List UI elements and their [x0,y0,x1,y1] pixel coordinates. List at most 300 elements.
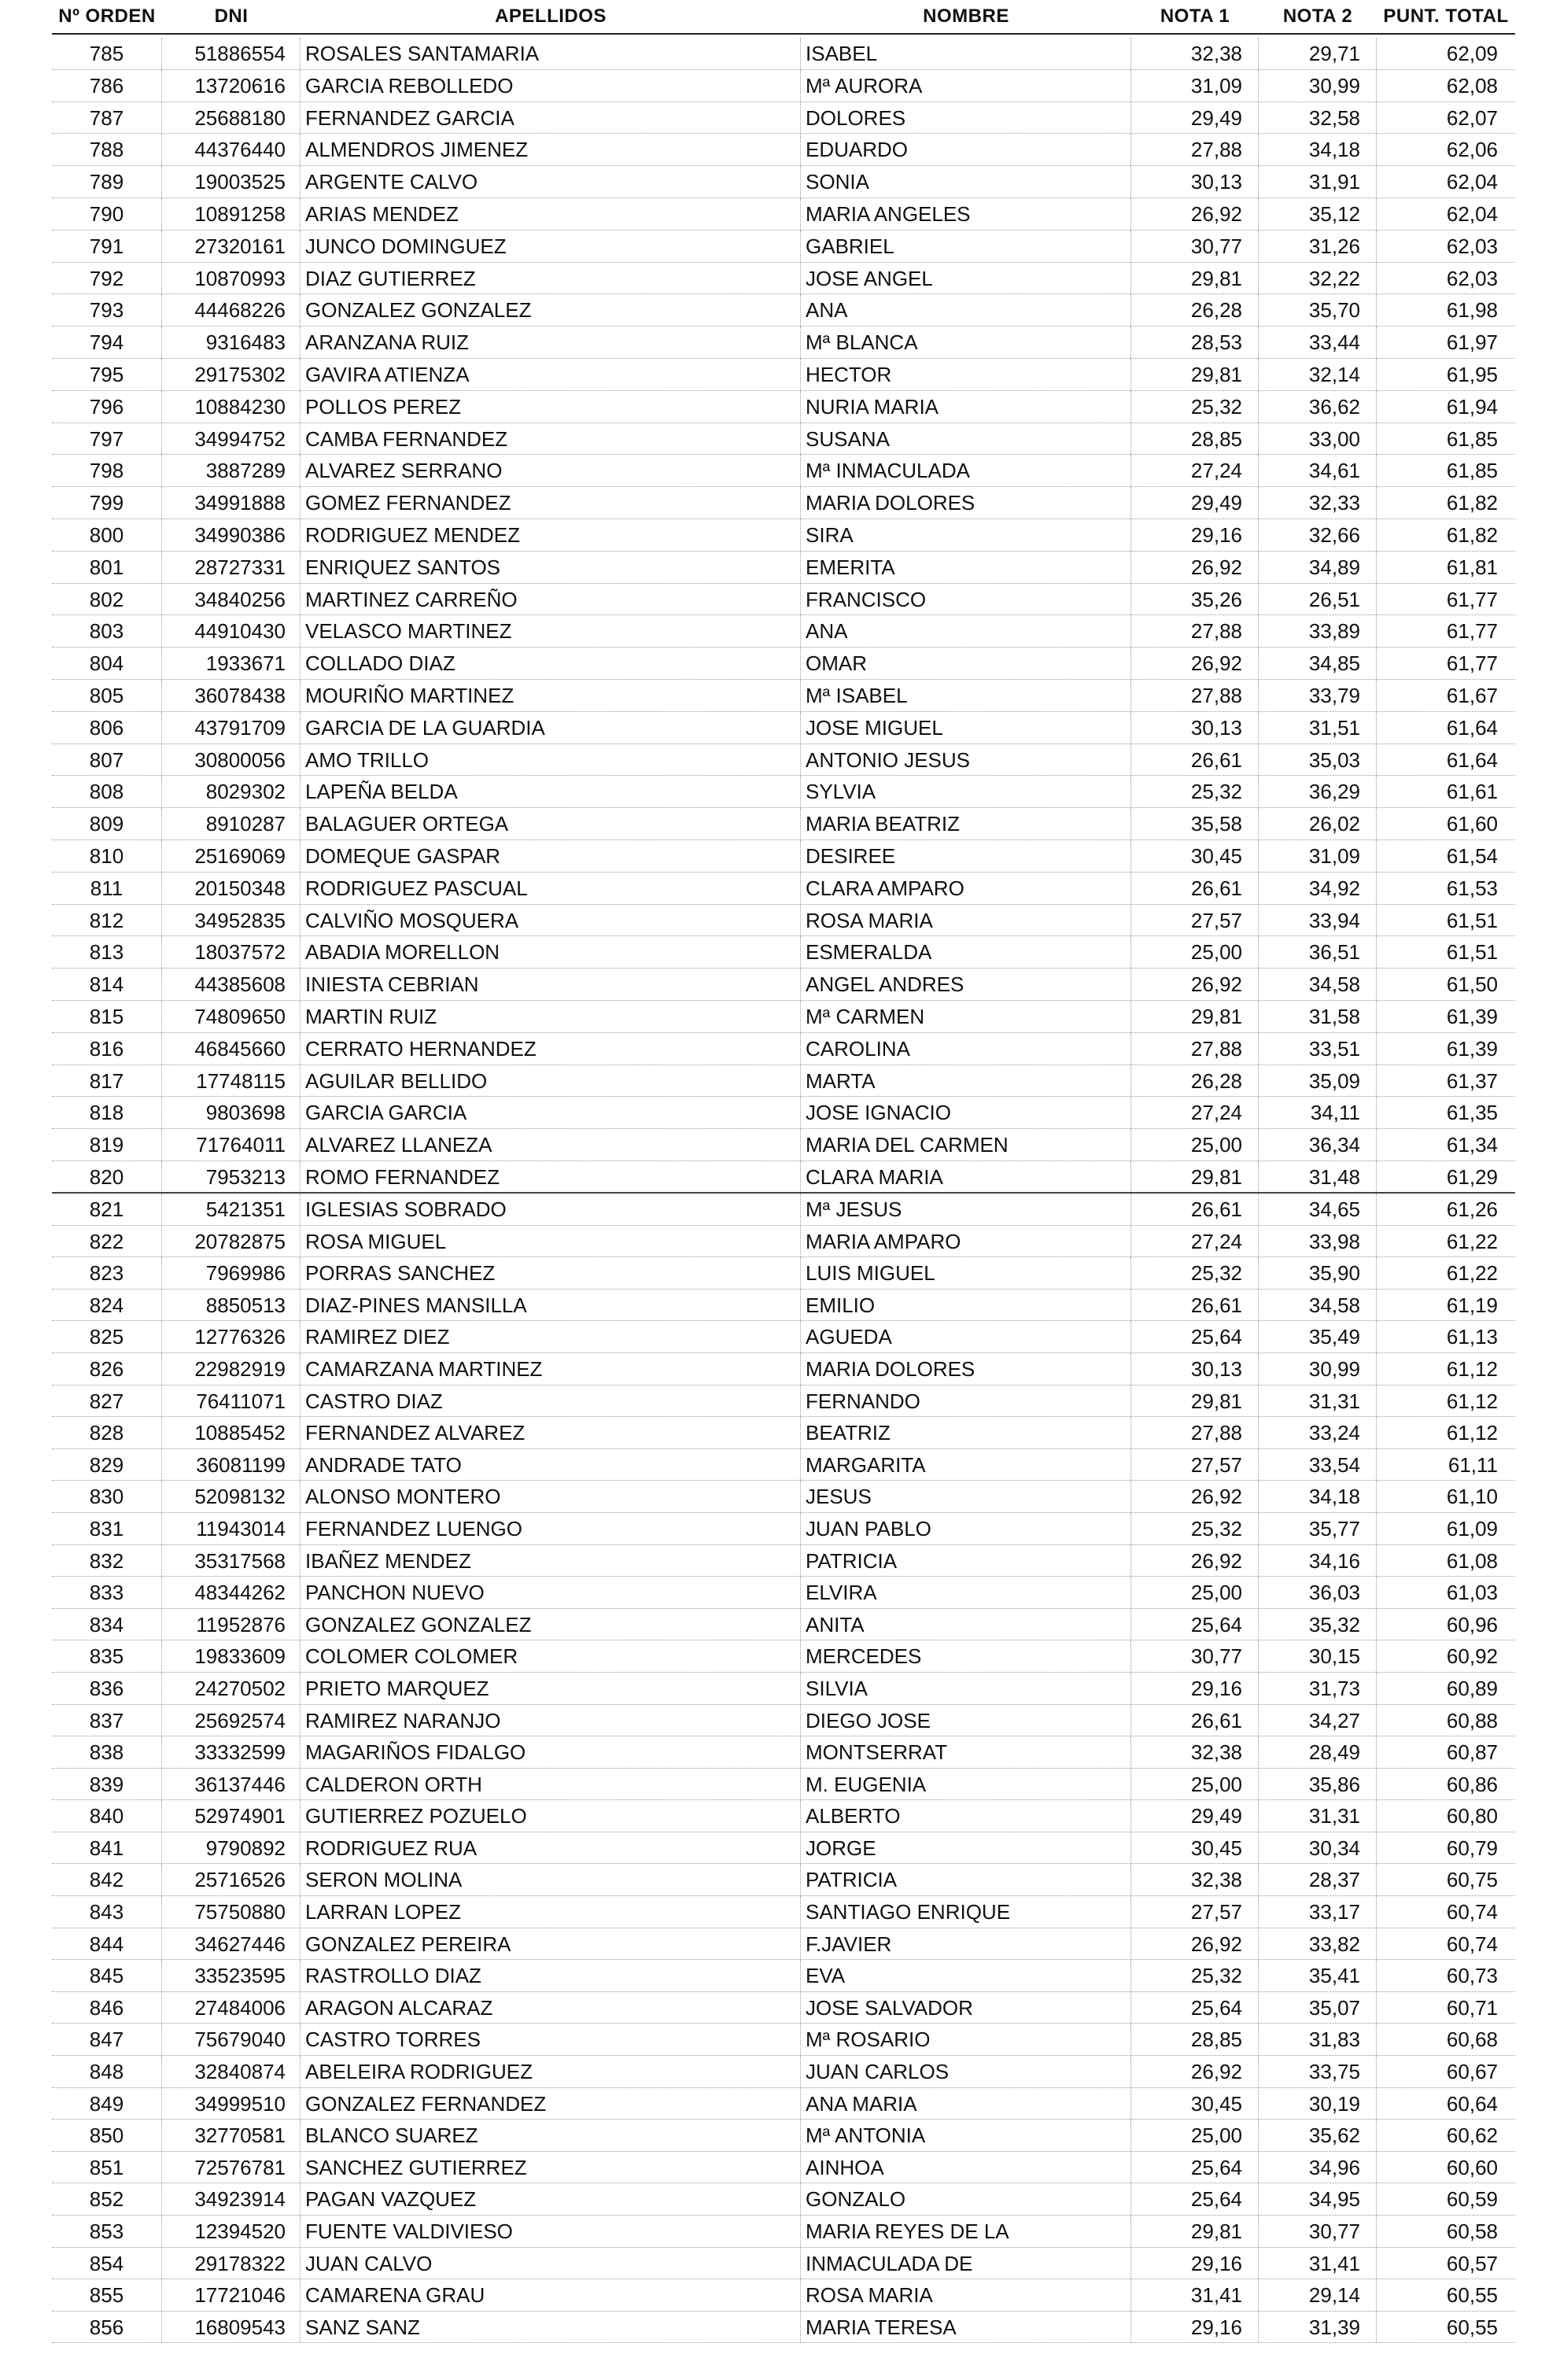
orden-cell: 838 [52,1736,162,1768]
nota1-cell: 27,57 [1131,1896,1259,1928]
apellidos-cell: RAMIREZ DIEZ [301,1321,801,1352]
dni-cell: 71764011 [162,1129,301,1160]
dni-cell: 48344262 [162,1577,301,1608]
dni-cell: 51886554 [162,38,301,69]
dni-cell: 27484006 [162,1992,301,2024]
nota2-cell: 26,02 [1259,808,1377,839]
orden-cell: 835 [52,1640,162,1672]
orden-cell: 837 [52,1705,162,1736]
total-cell: 60,68 [1446,2028,1498,2052]
orden-cell: 821 [52,1194,162,1225]
orden-cell: 806 [52,712,162,744]
apellidos-cell: LAPEÑA BELDA [301,776,801,807]
apellidos-cell: SANZ SANZ [301,2312,801,2343]
apellidos-cell: MARTIN RUIZ [301,1001,801,1032]
nota2-cell: 34,27 [1259,1705,1377,1736]
nota1-cell: 30,45 [1131,840,1259,872]
apellidos-cell: GARCIA REBOLLEDO [301,70,801,101]
dni-cell: 11943014 [162,1513,301,1544]
nota2-cell: 34,58 [1259,969,1377,1000]
total-cell: 60,64 [1446,2091,1498,2116]
nombre-cell: JOSE ANGEL [801,263,1131,294]
total-cell: 60,75 [1446,1868,1498,1892]
apellidos-cell: ROSA MIGUEL [301,1226,801,1257]
total-cell: 62,09 [1446,42,1498,65]
table-row [52,1129,1515,1161]
table-row [52,2312,1515,2344]
header-orden: Nº ORDEN [58,6,156,27]
nombre-cell: JOSE SALVADOR [801,1992,1131,2024]
nota1-cell: 27,88 [1131,134,1259,165]
nota2-cell: 34,18 [1259,134,1377,165]
apellidos-cell: CALDERON ORTH [301,1769,801,1800]
nombre-cell: GONZALO [801,2183,1131,2215]
nota1-cell: 26,61 [1131,1290,1259,1321]
nombre-cell: Mª BLANCA [801,327,1131,358]
apellidos-cell: VELASCO MARTINEZ [301,615,801,647]
nombre-cell: SILVIA [801,1673,1131,1704]
nota1-cell: 25,64 [1131,1609,1259,1640]
nota1-cell: 29,81 [1131,359,1259,390]
dni-cell: 44468226 [162,294,301,326]
table-row [52,2216,1515,2248]
nota1-cell: 29,16 [1131,1673,1259,1704]
apellidos-cell: CAMARENA GRAU [301,2279,801,2311]
table-row [52,1194,1515,1226]
nombre-cell: SUSANA [801,423,1131,455]
nota1-cell: 30,13 [1131,1353,1259,1385]
nombre-cell: ROSA MARIA [801,905,1131,936]
table-row [52,327,1515,359]
nota2-cell: 28,49 [1259,1736,1377,1768]
total-cell: 62,04 [1446,201,1498,226]
dni-cell: 34840256 [162,584,301,615]
table-row [52,1353,1515,1386]
dni-cell: 9316483 [162,327,301,358]
apellidos-cell: RASTROLLO DIAZ [301,1960,801,1991]
nota1-cell: 26,61 [1131,744,1259,776]
apellidos-cell: SANCHEZ GUTIERREZ [301,2152,801,2183]
nota2-cell: 35,86 [1259,1769,1377,1800]
orden-cell: 785 [52,38,162,69]
total-cell: 61,35 [1446,1101,1498,1125]
total-cell: 62,03 [1446,234,1498,258]
table-row [52,487,1515,519]
apellidos-cell: RODRIGUEZ RUA [301,1832,801,1864]
apellidos-cell: MARTINEZ CARREÑO [301,584,801,615]
total-cell: 60,74 [1446,1900,1498,1924]
total-cell: 61,53 [1446,876,1498,900]
total-cell: 61,77 [1446,651,1498,676]
orden-cell: 843 [52,1896,162,1928]
nota2-cell: 34,16 [1259,1545,1377,1577]
nota2-cell: 35,03 [1259,744,1377,776]
total-cell: 60,73 [1446,1964,1498,1988]
apellidos-cell: CASTRO DIAZ [301,1386,801,1417]
nota1-cell: 26,61 [1131,1194,1259,1225]
nota1-cell: 29,81 [1131,1386,1259,1417]
table-row [52,455,1515,487]
nombre-cell: ANA MARIA [801,2088,1131,2120]
nombre-cell: MARGARITA [801,1449,1131,1481]
total-cell: 60,55 [1446,2315,1498,2339]
orden-cell: 789 [52,166,162,197]
dni-cell: 13720616 [162,70,301,101]
nombre-cell: MONTSERRAT [801,1736,1131,1768]
nota2-cell: 34,96 [1259,2152,1377,2183]
total-cell: 62,04 [1446,170,1498,194]
total-cell: 61,97 [1446,330,1498,355]
dni-cell: 5421351 [162,1194,301,1225]
nombre-cell: DIEGO JOSE [801,1705,1131,1736]
nota1-cell: 26,28 [1131,294,1259,326]
dni-cell: 34627446 [162,1928,301,1960]
header-dni: DNI [214,6,249,27]
nota1-cell: 29,16 [1131,519,1259,551]
apellidos-cell: ALVAREZ SERRANO [301,455,801,486]
apellidos-cell: PAGAN VAZQUEZ [301,2183,801,2215]
total-cell: 61,22 [1446,1261,1498,1286]
nombre-cell: EMERITA [801,552,1131,583]
total-cell: 61,29 [1446,1164,1498,1189]
total-cell: 60,86 [1446,1772,1498,1796]
table-row [52,1992,1515,2024]
orden-cell: 802 [52,584,162,615]
apellidos-cell: BALAGUER ORTEGA [301,808,801,839]
nota1-cell: 30,77 [1131,1640,1259,1672]
dni-cell: 27320161 [162,231,301,262]
orden-cell: 804 [52,648,162,679]
nota1-cell: 26,61 [1131,1705,1259,1736]
nombre-cell: JUAN CARLOS [801,2056,1131,2087]
nota2-cell: 33,54 [1259,1449,1377,1481]
orden-cell: 824 [52,1290,162,1321]
nota1-cell: 25,00 [1131,1577,1259,1608]
nota1-cell: 35,58 [1131,808,1259,839]
dni-cell: 9790892 [162,1832,301,1864]
nota2-cell: 31,26 [1259,231,1377,262]
results-table-block-1 [52,38,1515,1194]
header-apellidos: APELLIDOS [495,6,607,27]
nota1-cell: 29,16 [1131,2312,1259,2343]
nombre-cell: SANTIAGO ENRIQUE [801,1896,1131,1928]
dni-cell: 52974901 [162,1800,301,1832]
dni-cell: 20150348 [162,873,301,904]
total-cell: 61,60 [1446,812,1498,836]
apellidos-cell: GARCIA DE LA GUARDIA [301,712,801,744]
table-row [52,1097,1515,1129]
orden-cell: 823 [52,1257,162,1289]
nombre-cell: MARIA REYES DE LA [801,2216,1131,2247]
nombre-cell: M. EUGENIA [801,1769,1131,1800]
table-row [52,38,1515,70]
apellidos-cell: MAGARIÑOS FIDALGO [301,1736,801,1768]
dni-cell: 25716526 [162,1864,301,1895]
nota1-cell: 27,57 [1131,905,1259,936]
nombre-cell: MARIA DOLORES [801,1353,1131,1385]
nombre-cell: ROSA MARIA [801,2279,1131,2311]
total-cell: 61,82 [1446,491,1498,515]
orden-cell: 787 [52,102,162,134]
dni-cell: 28727331 [162,552,301,583]
apellidos-cell: GONZALEZ GONZALEZ [301,1609,801,1640]
total-cell: 61,61 [1446,780,1498,804]
dni-cell: 29175302 [162,359,301,390]
nota1-cell: 25,64 [1131,2152,1259,2183]
table-row [52,1545,1515,1577]
nombre-cell: CLARA MARIA [801,1161,1131,1193]
dni-cell: 34991888 [162,487,301,518]
nombre-cell: OMAR [801,648,1131,679]
orden-cell: 803 [52,615,162,647]
orden-cell: 841 [52,1832,162,1864]
dni-cell: 33523595 [162,1960,301,1991]
apellidos-cell: GAVIRA ATIENZA [301,359,801,390]
nota2-cell: 34,61 [1259,455,1377,486]
total-cell: 61,11 [1448,1452,1498,1477]
total-cell: 61,77 [1446,587,1498,611]
nota2-cell: 36,34 [1259,1129,1377,1160]
nombre-cell: JESUS [801,1481,1131,1512]
nombre-cell: Mª JESUS [801,1194,1131,1225]
apellidos-cell: PORRAS SANCHEZ [301,1257,801,1289]
total-cell: 60,74 [1446,1932,1498,1956]
table-row [52,1001,1515,1033]
dni-cell: 17721046 [162,2279,301,2311]
nota1-cell: 25,00 [1131,1129,1259,1160]
dni-cell: 7953213 [162,1161,301,1193]
nota2-cell: 33,94 [1259,905,1377,936]
total-cell: 61,13 [1446,1325,1498,1349]
nombre-cell: PATRICIA [801,1545,1131,1577]
nota1-cell: 29,49 [1131,102,1259,134]
nota2-cell: 30,99 [1259,1353,1377,1385]
orden-cell: 814 [52,969,162,1000]
nombre-cell: MARIA ANGELES [801,198,1131,230]
orden-cell: 845 [52,1960,162,1991]
orden-cell: 842 [52,1864,162,1895]
nombre-cell: JUAN PABLO [801,1513,1131,1544]
nombre-cell: AGUEDA [801,1321,1131,1352]
nombre-cell: MERCEDES [801,1640,1131,1672]
table-row [52,2056,1515,2088]
table-row [52,359,1515,391]
apellidos-cell: PRIETO MARQUEZ [301,1673,801,1704]
total-cell: 61,10 [1446,1485,1498,1509]
apellidos-cell: CASTRO TORRES [301,2024,801,2055]
total-cell: 62,07 [1446,105,1498,130]
table-row [52,102,1515,135]
nombre-cell: Mª AURORA [801,70,1131,101]
orden-cell: 791 [52,231,162,262]
nota2-cell: 33,44 [1259,327,1377,358]
apellidos-cell: AGUILAR BELLIDO [301,1065,801,1097]
dni-cell: 29178322 [162,2248,301,2279]
nota1-cell: 32,38 [1131,1864,1259,1895]
nota2-cell: 30,99 [1259,70,1377,101]
total-cell: 61,12 [1446,1356,1498,1381]
nota1-cell: 27,88 [1131,680,1259,711]
table-row [52,840,1515,873]
orden-cell: 833 [52,1577,162,1608]
nota2-cell: 33,51 [1259,1033,1377,1065]
dni-cell: 46845660 [162,1033,301,1065]
table-row [52,1832,1515,1865]
table-row [52,519,1515,552]
total-cell: 61,22 [1446,1229,1498,1253]
apellidos-cell: DIAZ-PINES MANSILLA [301,1290,801,1321]
nota2-cell: 33,00 [1259,423,1377,455]
table-row [52,1800,1515,1832]
dni-cell: 44376440 [162,134,301,165]
table-row [52,70,1515,102]
total-cell: 62,08 [1446,73,1498,98]
table-row [52,1864,1515,1896]
table-row [52,1513,1515,1545]
total-cell: 61,50 [1446,972,1498,997]
orden-cell: 817 [52,1065,162,1097]
nota2-cell: 31,91 [1259,166,1377,197]
apellidos-cell: CERRATO HERNANDEZ [301,1033,801,1065]
nota2-cell: 31,41 [1259,2248,1377,2279]
table-row [52,1065,1515,1098]
orden-cell: 788 [52,134,162,165]
nota1-cell: 27,88 [1131,1033,1259,1065]
nombre-cell: BEATRIZ [801,1417,1131,1448]
apellidos-cell: RODRIGUEZ PASCUAL [301,873,801,904]
dni-cell: 18037572 [162,936,301,968]
total-cell: 62,03 [1446,266,1498,290]
nota2-cell: 32,14 [1259,359,1377,390]
table-row [52,391,1515,423]
orden-cell: 856 [52,2312,162,2343]
dni-cell: 19003525 [162,166,301,197]
nombre-cell: MARIA DEL CARMEN [801,1129,1131,1160]
apellidos-cell: CALVIÑO MOSQUERA [301,905,801,936]
dni-cell: 8910287 [162,808,301,839]
total-cell: 61,26 [1446,1197,1498,1221]
nota1-cell: 29,16 [1131,2248,1259,2279]
orden-cell: 825 [52,1321,162,1352]
nota1-cell: 25,00 [1131,2120,1259,2151]
dni-cell: 10891258 [162,198,301,230]
total-cell: 61,54 [1446,843,1498,868]
total-cell: 60,62 [1446,2124,1498,2148]
nota1-cell: 25,00 [1131,936,1259,968]
nota1-cell: 28,53 [1131,327,1259,358]
total-cell: 61,03 [1446,1581,1498,1605]
dni-cell: 74809650 [162,1001,301,1032]
total-cell: 60,58 [1446,2219,1498,2243]
nota2-cell: 31,39 [1259,2312,1377,2343]
table-row [52,423,1515,456]
apellidos-cell: ENRIQUEZ SANTOS [301,552,801,583]
table-row [52,905,1515,937]
table-row [52,263,1515,295]
nota2-cell: 34,95 [1259,2183,1377,2215]
total-cell: 61,81 [1446,555,1498,579]
dni-cell: 3887289 [162,455,301,486]
total-cell: 61,85 [1446,459,1498,483]
nota1-cell: 26,28 [1131,1065,1259,1097]
orden-cell: 786 [52,70,162,101]
nombre-cell: F.JAVIER [801,1928,1131,1960]
dni-cell: 35317568 [162,1545,301,1577]
total-cell: 61,95 [1446,362,1498,386]
apellidos-cell: FERNANDEZ LUENGO [301,1513,801,1544]
orden-cell: 839 [52,1769,162,1800]
dni-cell: 32840874 [162,2056,301,2087]
header-total: PUNT. TOTAL [1383,6,1509,27]
nota2-cell: 36,03 [1259,1577,1377,1608]
orden-cell: 805 [52,680,162,711]
nombre-cell: AINHOA [801,2152,1131,2183]
nota2-cell: 30,15 [1259,1640,1377,1672]
nota2-cell: 33,79 [1259,680,1377,711]
nota2-cell: 36,62 [1259,391,1377,422]
orden-cell: 800 [52,519,162,551]
total-cell: 61,09 [1446,1516,1498,1541]
nota1-cell: 27,88 [1131,615,1259,647]
nota2-cell: 35,70 [1259,294,1377,326]
table-row [52,1257,1515,1290]
apellidos-cell: INIESTA CEBRIAN [301,969,801,1000]
orden-cell: 790 [52,198,162,230]
table-row [52,776,1515,808]
nombre-cell: JOSE IGNACIO [801,1097,1131,1128]
nota1-cell: 29,81 [1131,2216,1259,2247]
apellidos-cell: DOMEQUE GASPAR [301,840,801,872]
nota1-cell: 26,92 [1131,969,1259,1000]
nombre-cell: MARTA [801,1065,1131,1097]
table-row [52,1928,1515,1961]
nota1-cell: 27,24 [1131,1226,1259,1257]
nota2-cell: 34,89 [1259,552,1377,583]
header-nota2: NOTA 2 [1282,6,1353,27]
nombre-cell: ANTONIO JESUS [801,744,1131,776]
table-row [52,615,1515,648]
orden-cell: 829 [52,1449,162,1481]
table-row [52,294,1515,327]
nota2-cell: 36,51 [1259,936,1377,968]
dni-cell: 44385608 [162,969,301,1000]
nombre-cell: ELVIRA [801,1577,1131,1608]
dni-cell: 36137446 [162,1769,301,1800]
table-row [52,1226,1515,1258]
apellidos-cell: ARIAS MENDEZ [301,198,801,230]
dni-cell: 16809543 [162,2312,301,2343]
orden-cell: 810 [52,840,162,872]
nota2-cell: 31,73 [1259,1673,1377,1704]
dni-cell: 19833609 [162,1640,301,1672]
total-cell: 60,92 [1446,1644,1498,1669]
total-cell: 60,57 [1446,2251,1498,2275]
total-cell: 60,59 [1446,2187,1498,2212]
results-table-block-2 [52,1192,1515,2343]
table-row [52,744,1515,777]
apellidos-cell: GOMEZ FERNANDEZ [301,487,801,518]
apellidos-cell: CAMARZANA MARTINEZ [301,1353,801,1385]
apellidos-cell: SERON MOLINA [301,1864,801,1895]
nombre-cell: MARIA DOLORES [801,487,1131,518]
nota2-cell: 31,09 [1259,840,1377,872]
nombre-cell: MARIA AMPARO [801,1226,1131,1257]
dni-cell: 25169069 [162,840,301,872]
apellidos-cell: ANDRADE TATO [301,1449,801,1481]
nombre-cell: GABRIEL [801,231,1131,262]
nombre-cell: JOSE MIGUEL [801,712,1131,744]
nota1-cell: 28,85 [1131,2024,1259,2055]
